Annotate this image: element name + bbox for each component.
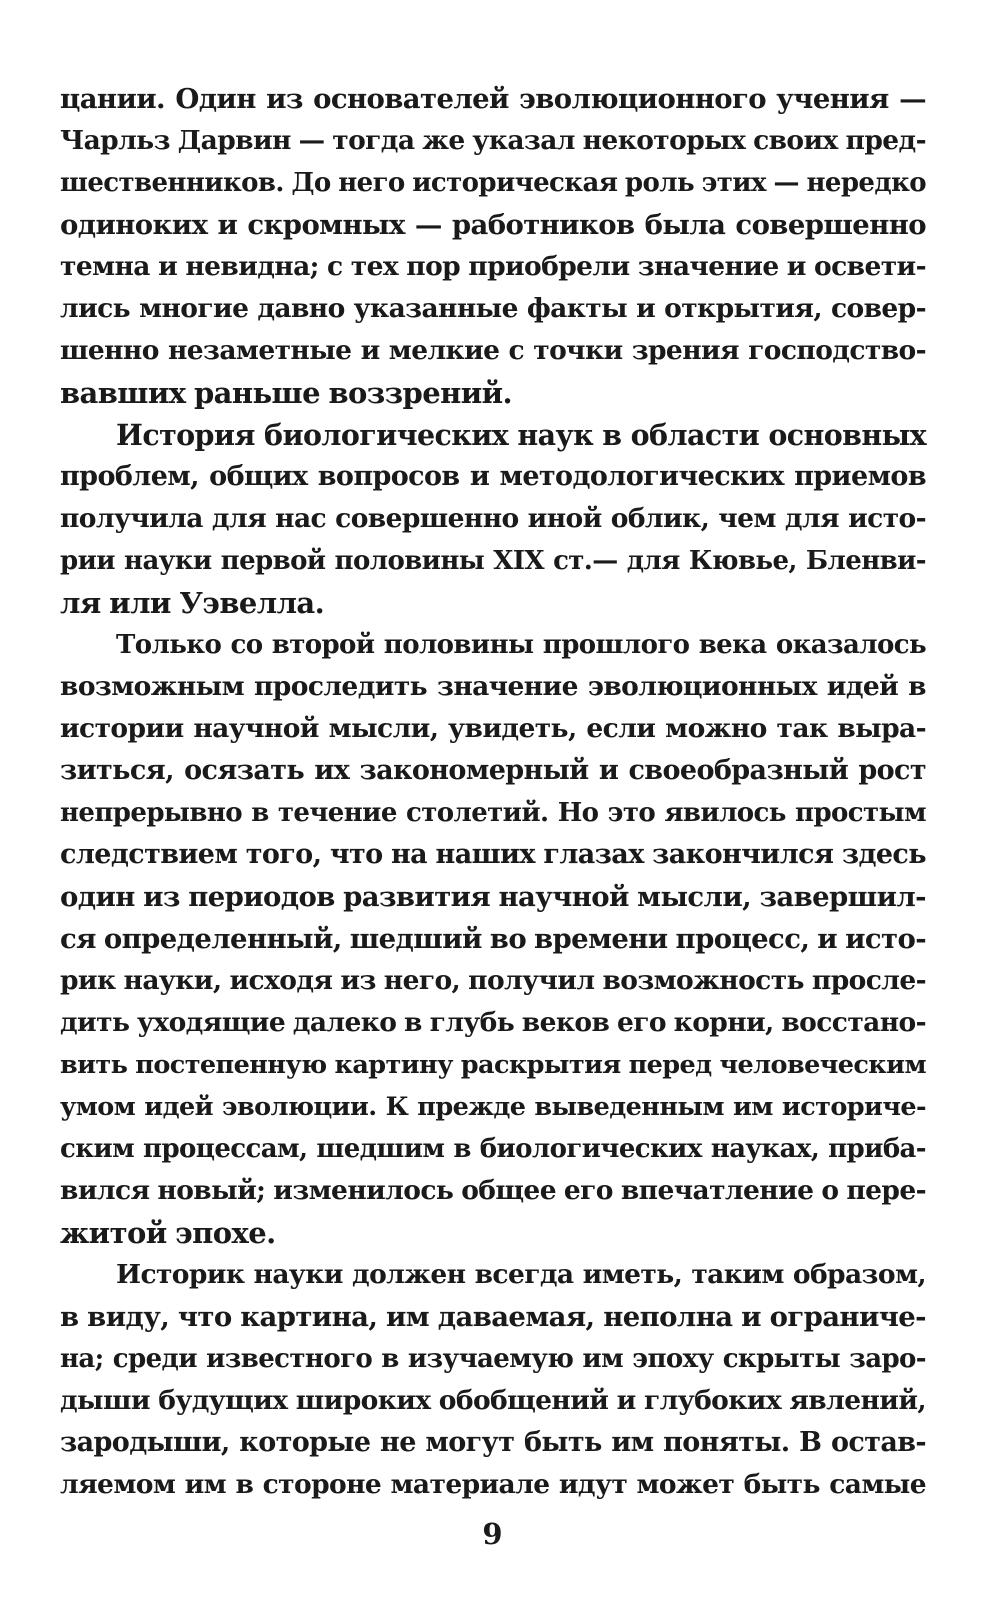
text-line: ляемом им в стороне материале идут может быть самые xyxy=(60,1469,926,1500)
text-line: Только со второй половины прошлого века оказалось xyxy=(116,630,926,660)
text-line: ся определенный, шедший во времени процесс, и исто- xyxy=(60,923,927,955)
text-line: зиться, осязать их закономерный и своеобразный рост xyxy=(60,755,926,786)
text-line: лись многие давно указанные факты и открытия, совер- xyxy=(60,293,926,324)
text-line: Чарльз Дарвин — тогда же указал некоторых своих пред- xyxy=(60,125,926,156)
text-line: возможным проследить значение эволюционных идей в xyxy=(60,671,926,702)
text-line: одиноких и скромных — работников была совершенно xyxy=(60,209,926,241)
text-line: шенно незаметные и мелкие с точки зрения господство- xyxy=(60,335,926,366)
text-line: умом идей эволюции. К прежде выведенным им историче- xyxy=(60,1092,926,1122)
text-line: рик науки, исходя из него, получил возможность просле- xyxy=(60,965,926,996)
text-line: проблем, общих вопросов и методологических приемов xyxy=(60,461,926,492)
text-line: один из периодов развития научной мысли, завершил- xyxy=(60,881,926,913)
text-line: истории научной мысли, увидеть, если можно так выра- xyxy=(60,713,926,744)
text-line: житой эпохе. xyxy=(60,1216,276,1250)
text-line: шественников. До него историческая роль этих — нередко xyxy=(60,168,926,198)
text-line: получила для нас совершенно иной облик, чем для исто- xyxy=(60,503,926,534)
text-line: вить постепенную картину раскрытия перед человеческим xyxy=(60,1050,926,1080)
body-text xyxy=(60,78,926,1506)
text-line: ским процессам, шедшим в биологических науках, приба- xyxy=(60,1134,926,1164)
text-line: История биологических наук в области основных xyxy=(116,418,926,452)
page-number: 9 xyxy=(482,1517,503,1551)
text-line: следствием того, что на наших глазах закончился здесь xyxy=(60,839,926,870)
text-line: рии науки первой половины XIX ст.— для Кювье, Бленви- xyxy=(60,546,926,576)
text-line: непрерывно в течение столетий. Но это явилось простым xyxy=(60,798,926,828)
text-line: ля или Уэвелла. xyxy=(60,586,325,620)
text-line: Историк науки должен всегда иметь, таким образом, xyxy=(116,1259,926,1290)
text-line: дить уходящие далеко в глубь веков его корни, восстано- xyxy=(60,1007,926,1038)
text-line: вавших раньше воззрений. xyxy=(60,376,513,410)
text-line: в виду, что картина, им даваемая, неполна и ограниче- xyxy=(60,1301,926,1333)
text-line: зародыши, которые не могут быть им поняты. В остав- xyxy=(60,1427,926,1458)
text-line: цании. Один из основателей эволюционного учения — xyxy=(60,83,926,115)
text-line: вился новый; изменилось общее его впечатление о пере- xyxy=(60,1175,926,1206)
text-line: на; среди известного в изучаемую им эпоху скрыты заро- xyxy=(60,1344,926,1374)
text-line: дыши будущих широких обобщений и глубоких явлений, xyxy=(60,1385,926,1416)
text-line: темна и невидна; с тех пор приобрели значение и освети- xyxy=(60,251,926,282)
